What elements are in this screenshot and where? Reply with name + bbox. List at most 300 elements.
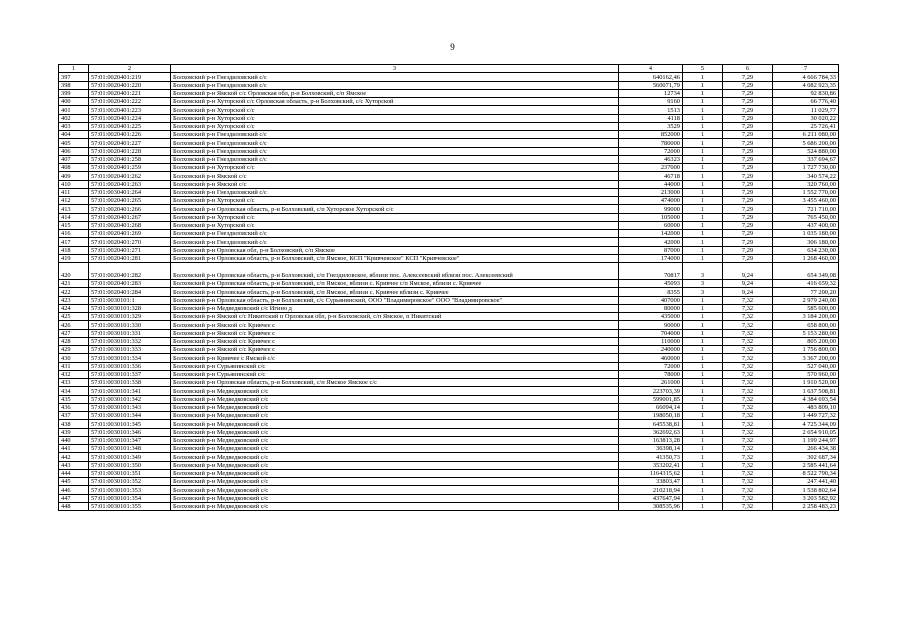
value-cell: 11 029,77 xyxy=(773,106,839,114)
rate-cell: 7,29 xyxy=(723,246,773,254)
area-cell: 41350,73 xyxy=(619,453,683,461)
area-cell: 560071,79 xyxy=(619,81,683,89)
rate-cell: 7,32 xyxy=(723,403,773,411)
group-cell: 1 xyxy=(683,89,723,97)
value-cell: 765 450,00 xyxy=(773,213,839,221)
location-cell: Болховский р-н Гнездиловский с/с xyxy=(171,147,619,155)
area-cell: 45093 xyxy=(619,280,683,288)
value-cell: 585 600,00 xyxy=(773,304,839,312)
rate-cell: 7,29 xyxy=(723,73,773,81)
value-cell: 302 687,34 xyxy=(773,453,839,461)
row-number-cell: 409 xyxy=(59,172,89,180)
group-cell: 1 xyxy=(683,420,723,428)
row-number-cell: 445 xyxy=(59,478,89,486)
table-row xyxy=(59,337,839,345)
cadastral-number-cell: 57:01:0020401:268 xyxy=(89,221,171,229)
rate-cell: 7,32 xyxy=(723,420,773,428)
header-row xyxy=(59,65,839,73)
cadastral-number-cell: 57:01:0020401:221 xyxy=(89,89,171,97)
rate-cell: 9,24 xyxy=(723,288,773,296)
area-cell: 44000 xyxy=(619,180,683,188)
value-cell: 92 830,86 xyxy=(773,89,839,97)
table-row xyxy=(59,73,839,81)
cadastral-number-cell: 57:01:0030101:350 xyxy=(89,461,171,469)
row-number-cell: 444 xyxy=(59,469,89,477)
row-number-cell: 403 xyxy=(59,122,89,130)
rate-cell: 7,29 xyxy=(723,213,773,221)
location-cell: Болховский р-н Хуторской с/с xyxy=(171,197,619,205)
table-row xyxy=(59,114,839,122)
group-cell: 1 xyxy=(683,445,723,453)
row-number-cell: 429 xyxy=(59,346,89,354)
area-cell: 261000 xyxy=(619,379,683,387)
group-cell: 1 xyxy=(683,469,723,477)
group-cell: 1 xyxy=(683,412,723,420)
group-cell: 1 xyxy=(683,387,723,395)
rate-cell: 7,32 xyxy=(723,354,773,362)
cadastral-number-cell: 57:01:0020401:265 xyxy=(89,197,171,205)
table-row xyxy=(59,296,839,304)
location-cell: Болховский р-н Сурьянинский с/с xyxy=(171,370,619,378)
value-cell: 30 020,22 xyxy=(773,114,839,122)
row-number-cell: 415 xyxy=(59,221,89,229)
value-cell: 66 776,40 xyxy=(773,98,839,106)
rate-cell: 7,29 xyxy=(723,131,773,139)
cadastral-number-cell: 57:01:0020401:266 xyxy=(89,205,171,213)
location-cell: Болховский р-н Медведковский с/с xyxy=(171,428,619,436)
table-row xyxy=(59,98,839,106)
rate-cell: 7,32 xyxy=(723,436,773,444)
rate-cell: 7,32 xyxy=(723,428,773,436)
rate-cell: 7,29 xyxy=(723,180,773,188)
group-cell: 1 xyxy=(683,188,723,196)
table-row xyxy=(59,155,839,163)
table-row xyxy=(59,420,839,428)
cadastral-number-cell: 57:01:0030101:351 xyxy=(89,469,171,477)
location-cell: Болховский р-н Ямской с/с xyxy=(171,180,619,188)
group-cell: 1 xyxy=(683,238,723,246)
value-cell: 527 040,00 xyxy=(773,362,839,370)
area-cell: 90000 xyxy=(619,321,683,329)
rate-cell: 7,29 xyxy=(723,122,773,130)
row-number-cell: 410 xyxy=(59,180,89,188)
location-cell: Болховский р-н Орловская область, р-н Болховский, с/п Ямское Ямское с/с xyxy=(171,379,619,387)
area-cell: 852000 xyxy=(619,131,683,139)
group-cell: 1 xyxy=(683,362,723,370)
row-number-cell: 424 xyxy=(59,304,89,312)
area-cell: 645538,81 xyxy=(619,420,683,428)
cadastral-number-cell: 57:01:0020401:219 xyxy=(89,73,171,81)
value-cell: 805 200,00 xyxy=(773,337,839,345)
cadastral-number-cell: 57:01:0030101:354 xyxy=(89,494,171,502)
rate-cell: 7,29 xyxy=(723,172,773,180)
group-cell: 1 xyxy=(683,403,723,411)
area-cell: 33803,47 xyxy=(619,478,683,486)
cadastral-number-cell: 57:01:0030101:332 xyxy=(89,337,171,345)
group-cell: 1 xyxy=(683,296,723,304)
table-row xyxy=(59,122,839,130)
rate-cell: 7,32 xyxy=(723,337,773,345)
group-cell: 1 xyxy=(683,155,723,163)
value-cell: 654 349,08 xyxy=(773,263,839,280)
rate-cell: 7,29 xyxy=(723,147,773,155)
area-cell: 72000 xyxy=(619,147,683,155)
location-cell: Болховский р-н Ямской с/с Кривчее с xyxy=(171,329,619,337)
rate-cell: 7,29 xyxy=(723,254,773,262)
rate-cell: 7,29 xyxy=(723,114,773,122)
rate-cell: 7,32 xyxy=(723,445,773,453)
rate-cell: 7,32 xyxy=(723,362,773,370)
area-cell: 142000 xyxy=(619,230,683,238)
row-number-cell: 399 xyxy=(59,89,89,97)
row-number-cell: 401 xyxy=(59,106,89,114)
table-row xyxy=(59,387,839,395)
group-cell: 1 xyxy=(683,81,723,89)
table-row xyxy=(59,205,839,213)
area-cell: 780000 xyxy=(619,139,683,147)
value-cell: 437 400,00 xyxy=(773,221,839,229)
area-cell: 99000 xyxy=(619,205,683,213)
row-number-cell: 413 xyxy=(59,205,89,213)
cadastral-number-cell: 57:01:0020401:263 xyxy=(89,180,171,188)
location-cell: Болховский р-н Хуторской с/с xyxy=(171,106,619,114)
table-row xyxy=(59,89,839,97)
location-cell: Болховский р-н Хуторской с/с xyxy=(171,164,619,172)
cadastral-number-cell: 57:01:0020401:259 xyxy=(89,164,171,172)
cadastral-number-cell: 57:01:0030101:343 xyxy=(89,403,171,411)
cadastral-number-cell: 57:01:0020401:283 xyxy=(89,280,171,288)
area-cell: 407000 xyxy=(619,296,683,304)
table-body xyxy=(59,73,839,511)
cadastral-number-cell: 57:01:0030101:347 xyxy=(89,436,171,444)
location-cell: Болховский р-н Медведковский с/с xyxy=(171,469,619,477)
row-number-cell: 405 xyxy=(59,139,89,147)
table-row xyxy=(59,172,839,180)
group-cell: 1 xyxy=(683,379,723,387)
row-number-cell: 421 xyxy=(59,280,89,288)
location-cell: Болховский р-н Орловская область, р-н Болховский, с/п Гнездиловское, вблизи пос. Алексеевский вблизи пос. Алексеевский xyxy=(171,263,619,280)
value-cell: 2 979 240,00 xyxy=(773,296,839,304)
row-number-cell: 431 xyxy=(59,362,89,370)
value-cell: 340 574,22 xyxy=(773,172,839,180)
value-cell: 3 367 200,00 xyxy=(773,354,839,362)
group-cell: 1 xyxy=(683,73,723,81)
value-cell: 320 760,00 xyxy=(773,180,839,188)
group-cell: 1 xyxy=(683,131,723,139)
group-cell: 1 xyxy=(683,139,723,147)
value-cell: 25 726,41 xyxy=(773,122,839,130)
rate-cell: 7,32 xyxy=(723,486,773,494)
value-cell: 266 434,38 xyxy=(773,445,839,453)
area-cell: 46718 xyxy=(619,172,683,180)
area-cell: 362692,63 xyxy=(619,428,683,436)
area-cell: 36398,14 xyxy=(619,445,683,453)
header-cell-6: 6 xyxy=(723,65,773,73)
location-cell: Болховский р-н Гнездиловский с/с xyxy=(171,81,619,89)
rate-cell: 7,29 xyxy=(723,238,773,246)
area-cell: 174000 xyxy=(619,254,683,262)
table-row xyxy=(59,238,839,246)
area-cell: 87000 xyxy=(619,246,683,254)
row-number-cell: 426 xyxy=(59,321,89,329)
location-cell: Болховский р-н Орловская область, р-н Болховский, с/п Ямское, КСП "Кривчевское" КСП "Кривчевское" xyxy=(171,254,619,262)
area-cell: 237000 xyxy=(619,164,683,172)
row-number-cell: 419 xyxy=(59,254,89,262)
value-cell: 721 710,00 xyxy=(773,205,839,213)
cadastral-number-cell: 57:01:0030101:344 xyxy=(89,412,171,420)
area-cell: 9160 xyxy=(619,98,683,106)
table-row xyxy=(59,197,839,205)
rate-cell: 7,32 xyxy=(723,478,773,486)
area-cell: 80000 xyxy=(619,304,683,312)
group-cell: 1 xyxy=(683,321,723,329)
group-cell: 1 xyxy=(683,180,723,188)
rate-cell: 7,29 xyxy=(723,155,773,163)
row-number-cell: 428 xyxy=(59,337,89,345)
group-cell: 1 xyxy=(683,213,723,221)
location-cell: Болховский р-н Орловская обл, р-н Болховский, с/п Ямское xyxy=(171,246,619,254)
area-cell: 1513 xyxy=(619,106,683,114)
row-number-cell: 448 xyxy=(59,502,89,510)
location-cell: Болховский р-н Медведковский с/с xyxy=(171,436,619,444)
table-row xyxy=(59,230,839,238)
row-number-cell: 420 xyxy=(59,263,89,280)
value-cell: 3 184 200,00 xyxy=(773,313,839,321)
cadastral-number-cell: 57:01:0020401:271 xyxy=(89,246,171,254)
group-cell: 1 xyxy=(683,114,723,122)
location-cell: Болховский р-н Хуторской с/с xyxy=(171,221,619,229)
group-cell: 1 xyxy=(683,494,723,502)
area-cell: 66094,14 xyxy=(619,403,683,411)
rate-cell: 7,32 xyxy=(723,387,773,395)
location-cell: Болховский р-н Гнездиловский с/с xyxy=(171,73,619,81)
row-number-cell: 402 xyxy=(59,114,89,122)
row-number-cell: 414 xyxy=(59,213,89,221)
cadastral-number-cell: 57:01:0030101:328 xyxy=(89,304,171,312)
value-cell: 483 809,10 xyxy=(773,403,839,411)
group-cell: 1 xyxy=(683,122,723,130)
area-cell: 240000 xyxy=(619,346,683,354)
group-cell: 1 xyxy=(683,346,723,354)
cadastral-number-cell: 57:01:0030101:331 xyxy=(89,329,171,337)
group-cell: 1 xyxy=(683,106,723,114)
table-row xyxy=(59,370,839,378)
table-row xyxy=(59,188,839,196)
value-cell: 2 258 483,23 xyxy=(773,502,839,510)
row-number-cell: 436 xyxy=(59,403,89,411)
table-row xyxy=(59,461,839,469)
value-cell: 1 727 730,00 xyxy=(773,164,839,172)
row-number-cell: 411 xyxy=(59,188,89,196)
cadastral-number-cell: 57:01:0030101:348 xyxy=(89,445,171,453)
cadastral-number-cell: 57:01:0030101:355 xyxy=(89,502,171,510)
location-cell: Болховский р-н Кривчее с Ямской с/с xyxy=(171,354,619,362)
area-cell: 78000 xyxy=(619,370,683,378)
table-row xyxy=(59,180,839,188)
group-cell: 1 xyxy=(683,428,723,436)
value-cell: 1 199 244,97 xyxy=(773,436,839,444)
group-cell: 3 xyxy=(683,263,723,280)
row-number-cell: 412 xyxy=(59,197,89,205)
location-cell: Болховский р-н Ямской с/с Орловская обл, р-н Болховский, с/п Ямское xyxy=(171,89,619,97)
table-row xyxy=(59,280,839,288)
table-row xyxy=(59,436,839,444)
rate-cell: 7,29 xyxy=(723,98,773,106)
location-cell: Болховский р-н Ямской с/с xyxy=(171,172,619,180)
row-number-cell: 435 xyxy=(59,395,89,403)
header-cell-2: 2 xyxy=(89,65,171,73)
cadastral-number-cell: 57:01:0030101:334 xyxy=(89,354,171,362)
area-cell: 12734 xyxy=(619,89,683,97)
table-row xyxy=(59,288,839,296)
location-cell: Болховский р-н Медведковский с/с xyxy=(171,420,619,428)
cadastral-number-cell: 57:01:0030101:336 xyxy=(89,362,171,370)
table-row xyxy=(59,329,839,337)
cadastral-number-cell: 57:01:0030101:345 xyxy=(89,420,171,428)
value-cell: 1 756 800,00 xyxy=(773,346,839,354)
cadastral-number-cell: 57:01:0020401:270 xyxy=(89,238,171,246)
cadastral-number-cell: 57:01:0020401:258 xyxy=(89,155,171,163)
row-number-cell: 441 xyxy=(59,445,89,453)
location-cell: Болховский р-н Медведковский с/с xyxy=(171,494,619,502)
cadastral-number-cell: 57:01:0030101:342 xyxy=(89,395,171,403)
cadastral-number-cell: 57:01:0020401:262 xyxy=(89,172,171,180)
header-cell-5: 5 xyxy=(683,65,723,73)
group-cell: 1 xyxy=(683,370,723,378)
location-cell: Болховский р-н Медведковский с/с xyxy=(171,387,619,395)
row-number-cell: 406 xyxy=(59,147,89,155)
location-cell: Болховский р-н Медведковский с/с xyxy=(171,395,619,403)
area-cell: 353202,41 xyxy=(619,461,683,469)
table-row xyxy=(59,395,839,403)
rate-cell: 7,32 xyxy=(723,453,773,461)
location-cell: Болховский р-н Ямской с/с Кривчее с xyxy=(171,346,619,354)
value-cell: 3 203 582,92 xyxy=(773,494,839,502)
table-row xyxy=(59,502,839,510)
rate-cell: 7,29 xyxy=(723,230,773,238)
row-number-cell: 442 xyxy=(59,453,89,461)
table-row xyxy=(59,412,839,420)
table-row xyxy=(59,445,839,453)
group-cell: 1 xyxy=(683,147,723,155)
location-cell: Болховский р-н Медведковский с/с xyxy=(171,453,619,461)
value-cell: 1 552 770,00 xyxy=(773,188,839,196)
row-number-cell: 443 xyxy=(59,461,89,469)
value-cell: 3 455 460,00 xyxy=(773,197,839,205)
location-cell: Болховский р-н Гнездиловский с/с xyxy=(171,139,619,147)
cadastral-number-cell: 57:01:0020401:225 xyxy=(89,122,171,130)
cadastral-number-cell: 57:01:0030101:337 xyxy=(89,370,171,378)
value-cell: 247 441,40 xyxy=(773,478,839,486)
row-number-cell: 447 xyxy=(59,494,89,502)
rate-cell: 7,32 xyxy=(723,494,773,502)
rate-cell: 7,32 xyxy=(723,379,773,387)
cadastral-number-cell: 57:01:0030101:329 xyxy=(89,313,171,321)
area-cell: 4118 xyxy=(619,114,683,122)
cadastral-number-cell: 57:01:0020401:222 xyxy=(89,98,171,106)
value-cell: 1 910 520,00 xyxy=(773,379,839,387)
row-number-cell: 425 xyxy=(59,313,89,321)
area-cell: 474000 xyxy=(619,197,683,205)
cadastral-number-cell: 57:01:0030101:353 xyxy=(89,486,171,494)
rate-cell: 7,29 xyxy=(723,89,773,97)
value-cell: 1 449 727,32 xyxy=(773,412,839,420)
table-row xyxy=(59,469,839,477)
location-cell: Болховский р-н Медведковский с/с xyxy=(171,502,619,510)
group-cell: 1 xyxy=(683,502,723,510)
row-number-cell: 404 xyxy=(59,131,89,139)
row-number-cell: 440 xyxy=(59,436,89,444)
area-cell: 105000 xyxy=(619,213,683,221)
table-row xyxy=(59,164,839,172)
row-number-cell: 423 xyxy=(59,296,89,304)
group-cell: 1 xyxy=(683,354,723,362)
cadastral-number-cell: 57:01:0020401:220 xyxy=(89,81,171,89)
area-cell: 599001,85 xyxy=(619,395,683,403)
cadastral-number-cell: 57:01:0020401:227 xyxy=(89,139,171,147)
table-row xyxy=(59,478,839,486)
cadastral-number-cell: 57:01:0020401:284 xyxy=(89,288,171,296)
value-cell: 6 211 080,00 xyxy=(773,131,839,139)
area-cell: 70817 xyxy=(619,263,683,280)
area-cell: 46323 xyxy=(619,155,683,163)
group-cell: 1 xyxy=(683,304,723,312)
rate-cell: 7,32 xyxy=(723,370,773,378)
location-cell: Болховский р-н Сурьянинский с/с xyxy=(171,362,619,370)
row-number-cell: 400 xyxy=(59,98,89,106)
rate-cell: 7,32 xyxy=(723,321,773,329)
area-cell: 3529 xyxy=(619,122,683,130)
table-row xyxy=(59,263,839,280)
value-cell: 5 686 200,00 xyxy=(773,139,839,147)
location-cell: Болховский р-н Медведковский с/с xyxy=(171,403,619,411)
area-cell: 435000 xyxy=(619,313,683,321)
value-cell: 4 384 693,54 xyxy=(773,395,839,403)
rate-cell: 7,32 xyxy=(723,469,773,477)
location-cell: Болховский р-н Хуторской с/с xyxy=(171,114,619,122)
table-row xyxy=(59,147,839,155)
rate-cell: 7,29 xyxy=(723,106,773,114)
value-cell: 337 694,67 xyxy=(773,155,839,163)
value-cell: 2 654 910,05 xyxy=(773,428,839,436)
rate-cell: 7,32 xyxy=(723,502,773,510)
area-cell: 223703,39 xyxy=(619,387,683,395)
table-row xyxy=(59,139,839,147)
value-cell: 1 035 180,00 xyxy=(773,230,839,238)
value-cell: 524 880,00 xyxy=(773,147,839,155)
area-cell: 437647,94 xyxy=(619,494,683,502)
area-cell: 640162,46 xyxy=(619,73,683,81)
table-row xyxy=(59,81,839,89)
value-cell: 4 725 344,09 xyxy=(773,420,839,428)
group-cell: 1 xyxy=(683,453,723,461)
area-cell: 110000 xyxy=(619,337,683,345)
location-cell: Болховский р-н Гнездиловский с/с xyxy=(171,155,619,163)
location-cell: Болховский р-н Орловская область, р-н Болховский, с/п Ямское, вблизи с. Кривчее с/п Ямское, вблизи с. Кривчее xyxy=(171,280,619,288)
group-cell: 1 xyxy=(683,254,723,262)
group-cell: 1 xyxy=(683,230,723,238)
table-row xyxy=(59,486,839,494)
group-cell: 1 xyxy=(683,395,723,403)
header-cell-7: 7 xyxy=(773,65,839,73)
group-cell: 1 xyxy=(683,246,723,254)
rate-cell: 7,29 xyxy=(723,188,773,196)
cadastral-number-cell: 57:01:0020401:224 xyxy=(89,114,171,122)
rate-cell: 7,32 xyxy=(723,395,773,403)
location-cell: Болховский р-н Орловская область, р-н Болховский, с/п Хуторское Хуторской с/с xyxy=(171,205,619,213)
location-cell: Болховский р-н Орловская область, р-н Болховский, с/с Сурьянинский, ООО "Владимировское" ООО "Владимировское" xyxy=(171,296,619,304)
table-row xyxy=(59,254,839,262)
